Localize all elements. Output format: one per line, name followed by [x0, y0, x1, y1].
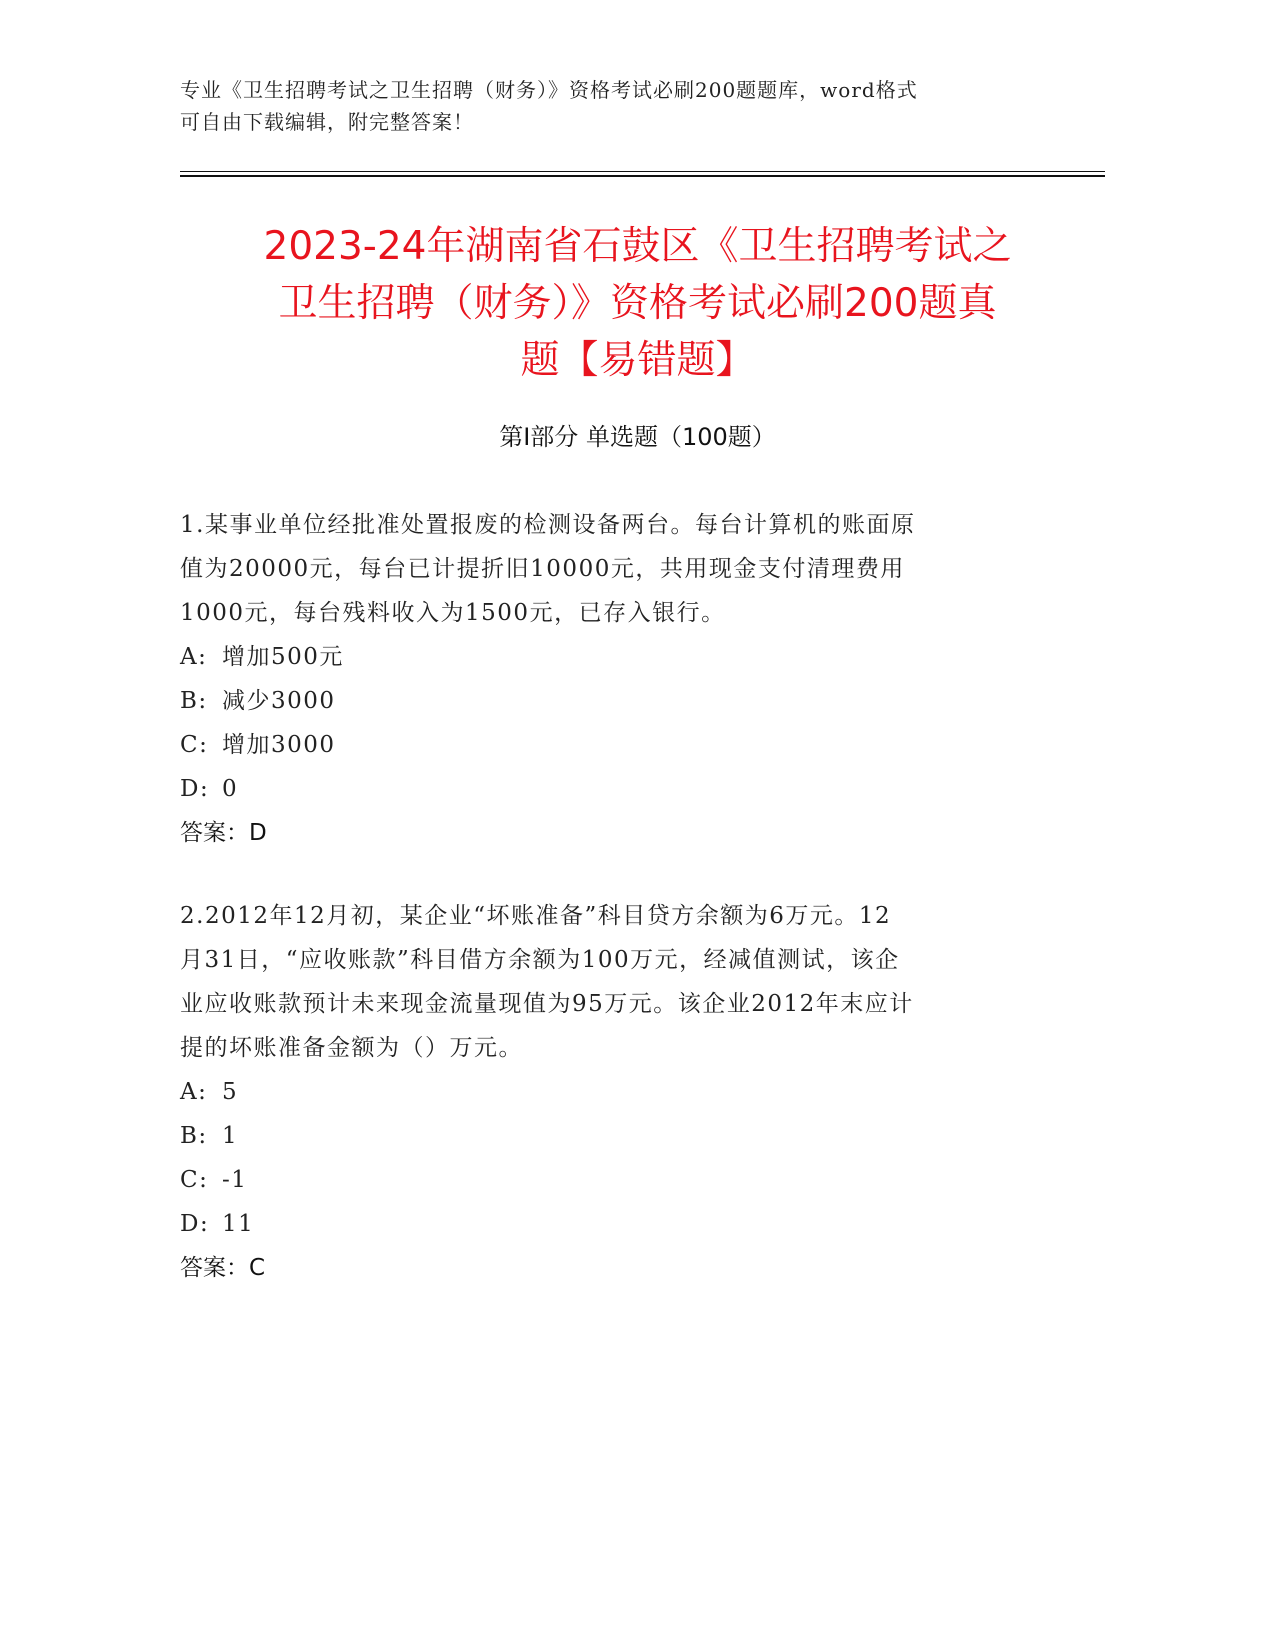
option-text: 11	[222, 1211, 255, 1237]
option-letter: A:	[180, 644, 208, 670]
header-note-line-1: 专业《卫生招聘考试之卫生招聘（财务）》资格考试必刷200题题库，word格式	[180, 78, 918, 102]
option-text: 5	[222, 1079, 239, 1105]
option-letter: D:	[180, 776, 210, 802]
option-letter: B:	[180, 1123, 208, 1149]
option-a	[180, 1070, 1040, 1114]
header-note	[180, 74, 1080, 138]
option-c	[180, 723, 1040, 767]
section-title: 第I部分 单选题（100题）	[499, 423, 776, 451]
question-stem-line: 2.2012年12月初，某企业“坏账准备”科目贷方余额为6万元。12	[180, 903, 892, 929]
option-b	[180, 679, 1040, 723]
option-text: 减少3000	[222, 688, 336, 714]
option-c	[180, 1158, 1040, 1202]
option-d	[180, 767, 1040, 811]
option-d	[180, 1202, 1040, 1246]
header-rule-thin	[180, 171, 1105, 172]
option-text: 增加3000	[222, 732, 336, 758]
option-letter: D:	[180, 1211, 210, 1237]
question-stem-line: 值为20000元，每台已计提折旧10000元，共用现金支付清理费用	[180, 556, 905, 582]
question-stem-line: 提的坏账准备金额为（）万元。	[180, 1035, 523, 1061]
question-stem-line: 业应收账款预计未来现金流量现值为95万元。该企业2012年末应计	[180, 991, 914, 1017]
question-stem-line: 月31日，“应收账款”科目借方余额为100万元，经减值测试，该企	[180, 947, 900, 973]
option-letter: B:	[180, 688, 208, 714]
option-a	[180, 635, 1040, 679]
option-letter: A:	[180, 1079, 208, 1105]
option-letter: C:	[180, 1167, 209, 1193]
option-text: -1	[222, 1167, 248, 1193]
question-stem-line: 1.某事业单位经批准处置报废的检测设备两台。每台计算机的账面原	[180, 512, 916, 538]
option-letter: C:	[180, 732, 209, 758]
option-b	[180, 1114, 1040, 1158]
option-text: 1	[222, 1123, 239, 1149]
option-text: 增加500元	[222, 644, 344, 670]
option-text: 0	[222, 776, 239, 802]
header-rule-thick	[180, 175, 1105, 177]
answer-label: 答案：C	[180, 1255, 266, 1281]
document-title-line-1: 2023-24年湖南省石鼓区《卫生招聘考试之	[263, 224, 1012, 269]
header-note-line-2: 可自由下载编辑，附完整答案！	[180, 110, 474, 134]
answer-label: 答案：D	[180, 820, 267, 846]
document-title-line-3: 题【易错题】	[520, 338, 755, 383]
document-title-line-2: 卫生招聘（财务）》资格考试必刷200题真	[278, 281, 997, 326]
document-title	[140, 218, 1135, 389]
question-stem-line: 1000元，每台残料收入为1500元，已存入银行。	[180, 600, 726, 626]
question-1	[180, 503, 1040, 855]
question-2	[180, 894, 1040, 1290]
